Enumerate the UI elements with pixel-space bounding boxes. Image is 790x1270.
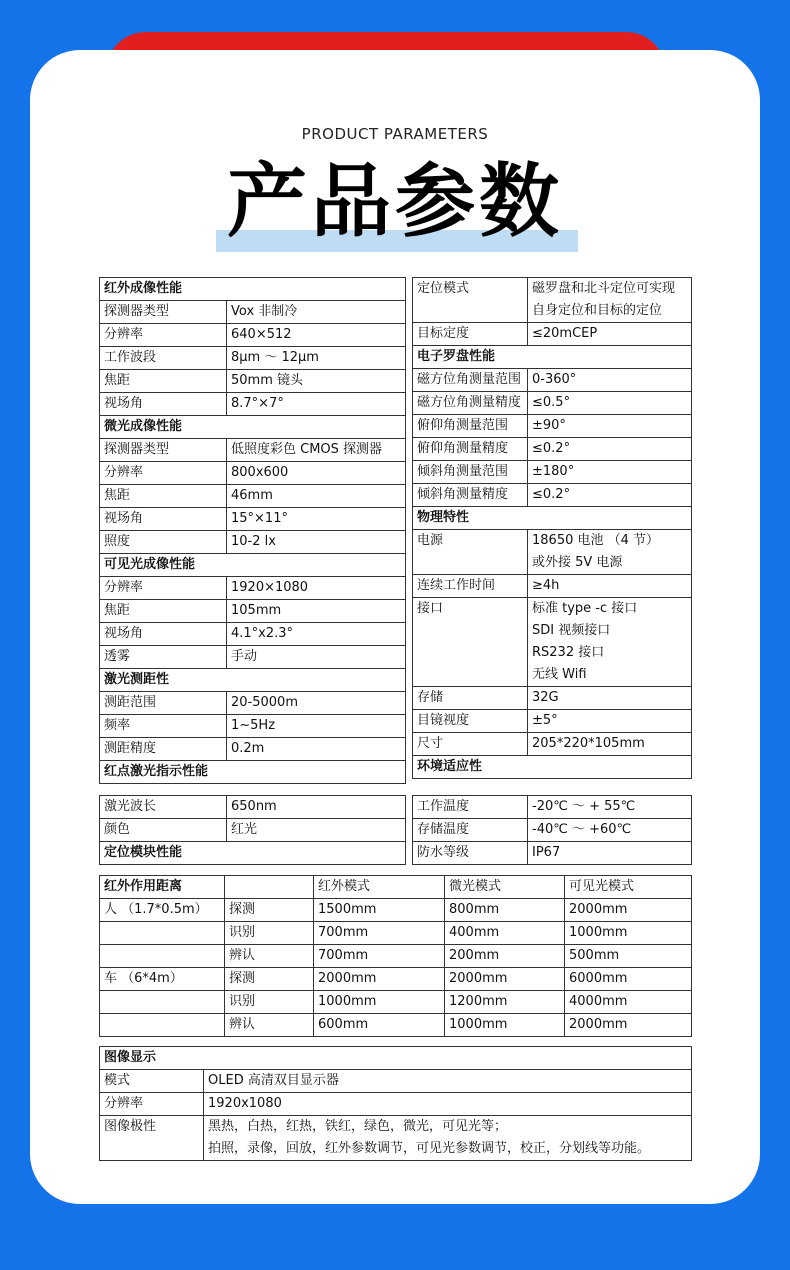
spec-label: 定位模式: [413, 278, 528, 323]
section-heading: 红外成像性能: [100, 278, 406, 301]
spec-row: [100, 393, 406, 416]
range-value: 700mm: [314, 922, 445, 945]
display-row: [100, 1070, 692, 1093]
spec-value: 低照度彩色 CMOS 探测器: [227, 439, 406, 462]
spec-label: 焦距: [100, 600, 227, 623]
spec-value: ±5°: [528, 710, 692, 733]
spec-row: [100, 370, 406, 393]
positioning-specs-table: [412, 277, 692, 779]
spec-row: [413, 461, 692, 484]
spec-label: 探测器类型: [100, 301, 227, 324]
subtitle: PRODUCT PARAMETERS: [301, 125, 489, 143]
range-header-cell: 红外模式: [314, 876, 445, 899]
range-value: 2000mm: [445, 968, 565, 991]
spec-value: 15°×11°: [227, 508, 406, 531]
spec-row: [100, 796, 406, 819]
spec-label: 目镜视度: [413, 710, 528, 733]
spec-row: [413, 796, 692, 819]
range-header-cell: [225, 876, 314, 899]
section-heading: 红点激光指示性能: [100, 761, 406, 784]
spec-row: [413, 415, 692, 438]
spec-value: ≥4h: [528, 575, 692, 598]
spec-value: 8.7°×7°: [227, 393, 406, 416]
display-title-row: [100, 1047, 692, 1070]
spec-value: 105mm: [227, 600, 406, 623]
range-value: 700mm: [314, 945, 445, 968]
spec-label: 倾斜角测量范围: [413, 461, 528, 484]
spec-label: 视场角: [100, 393, 227, 416]
spec-row: [413, 733, 692, 756]
spec-label: 分辨率: [100, 324, 227, 347]
spec-row: [100, 669, 406, 692]
target-label: 车 （6*4m）: [100, 968, 225, 991]
spec-value: ≤20mCEP: [528, 323, 692, 346]
range-value: 6000mm: [565, 968, 692, 991]
range-value: 2000mm: [565, 899, 692, 922]
spec-row: [100, 692, 406, 715]
spec-row: [413, 438, 692, 461]
spec-value: -40℃ ～ +60℃: [528, 819, 692, 842]
range-value: 辨认: [225, 1014, 314, 1037]
spec-value: ±180°: [528, 461, 692, 484]
target-label: [100, 1014, 225, 1037]
spec-label: 俯仰角测量精度: [413, 438, 528, 461]
spec-row: [100, 439, 406, 462]
spec-label: 存储温度: [413, 819, 528, 842]
spec-value: ≤0.2°: [528, 484, 692, 507]
spec-row: [413, 346, 692, 369]
spec-value: ±90°: [528, 415, 692, 438]
spec-label: 俯仰角测量范围: [413, 415, 528, 438]
range-value: 1000mm: [565, 922, 692, 945]
spec-label: 工作波段: [100, 347, 227, 370]
range-value: 识别: [225, 991, 314, 1014]
range-value: 4000mm: [565, 991, 692, 1014]
spec-value: 8μm ～ 12μm: [227, 347, 406, 370]
spec-label: 探测器类型: [100, 439, 227, 462]
range-value: 1500mm: [314, 899, 445, 922]
display-row: [100, 1093, 692, 1116]
spec-value: 32G: [528, 687, 692, 710]
spec-row: [413, 710, 692, 733]
laser-pointer-table: [99, 795, 406, 865]
spec-value: 50mm 镜头: [227, 370, 406, 393]
spec-value: 拍照，录像，回放，红外参数调节，可见光参数调节，校正，分划线等功能。: [204, 1138, 692, 1161]
section-heading: 环境适应性: [413, 756, 692, 779]
spec-row: [100, 301, 406, 324]
range-value: 探测: [225, 899, 314, 922]
range-value: 600mm: [314, 1014, 445, 1037]
spec-value: 10-2 lx: [227, 531, 406, 554]
range-value: 1000mm: [445, 1014, 565, 1037]
spec-row: [100, 761, 406, 784]
spec-value: 黑热，白热，红热，铁红，绿色，微光，可见光等；: [204, 1116, 692, 1139]
spec-label: 模式: [100, 1070, 204, 1093]
spec-label: 焦距: [100, 370, 227, 393]
spec-value: 红光: [227, 819, 406, 842]
spec-row: [100, 577, 406, 600]
spec-label: 频率: [100, 715, 227, 738]
spec-label: 尺寸: [413, 733, 528, 756]
spec-label: 目标定度: [413, 323, 528, 346]
spec-row: [100, 508, 406, 531]
spec-label: 电源: [413, 530, 528, 575]
spec-value: 205*220*105mm: [528, 733, 692, 756]
spec-row: [413, 575, 692, 598]
spec-row: [100, 278, 406, 301]
spec-row: [413, 278, 692, 301]
section-heading: 物理特性: [413, 507, 692, 530]
spec-value: RS232 接口: [528, 642, 692, 664]
range-row: [100, 1014, 692, 1037]
spec-value: 800x600: [227, 462, 406, 485]
spec-value: 18650 电池 （4 节）: [528, 530, 692, 553]
spec-label: 测距精度: [100, 738, 227, 761]
display-row: [100, 1116, 692, 1139]
spec-value: 手动: [227, 646, 406, 669]
target-label: 人 （1.7*0.5m）: [100, 899, 225, 922]
spec-label: 视场角: [100, 623, 227, 646]
spec-value: IP67: [528, 842, 692, 865]
spec-value: 或外接 5V 电源: [528, 552, 692, 575]
spec-row: [413, 369, 692, 392]
range-value: 2000mm: [565, 1014, 692, 1037]
spec-row: [100, 347, 406, 370]
range-header-row: [100, 876, 692, 899]
spec-row: [100, 324, 406, 347]
spec-label: 连续工作时间: [413, 575, 528, 598]
spec-row: [100, 554, 406, 577]
range-row: [100, 899, 692, 922]
spec-value: 4.1°x2.3°: [227, 623, 406, 646]
spec-label: 颜色: [100, 819, 227, 842]
range-value: 1200mm: [445, 991, 565, 1014]
spec-label: 焦距: [100, 485, 227, 508]
spec-label: 透雾: [100, 646, 227, 669]
spec-value: OLED 高清双目显示器: [204, 1070, 692, 1093]
spec-row: [413, 507, 692, 530]
spec-row: [413, 819, 692, 842]
spec-value: 0.2m: [227, 738, 406, 761]
spec-value: 1920x1080: [204, 1093, 692, 1116]
spec-row: [100, 462, 406, 485]
spec-row: [100, 715, 406, 738]
range-table: [99, 875, 692, 1037]
range-header-cell: 微光模式: [445, 876, 565, 899]
spec-label: 倾斜角测量精度: [413, 484, 528, 507]
spec-row: [100, 416, 406, 439]
spec-label: 磁方位角测量精度: [413, 392, 528, 415]
spec-label: 存储: [413, 687, 528, 710]
section-heading: 激光测距性: [100, 669, 406, 692]
spec-value: ≤0.5°: [528, 392, 692, 415]
spec-row: [100, 819, 406, 842]
spec-row: [100, 738, 406, 761]
spec-label: 视场角: [100, 508, 227, 531]
spec-value: 自身定位和目标的定位: [528, 300, 692, 323]
spec-value: 1~5Hz: [227, 715, 406, 738]
range-row: [100, 922, 692, 945]
environment-table: [412, 795, 692, 865]
range-value: 辨认: [225, 945, 314, 968]
spec-label: 照度: [100, 531, 227, 554]
spec-value: 无线 Wifi: [528, 664, 692, 687]
range-value: 400mm: [445, 922, 565, 945]
spec-value: 20-5000m: [227, 692, 406, 715]
spec-value: 0-360°: [528, 369, 692, 392]
spec-label: 工作温度: [413, 796, 528, 819]
range-value: 探测: [225, 968, 314, 991]
display-title: 图像显示: [100, 1047, 692, 1070]
section-heading: 可见光成像性能: [100, 554, 406, 577]
spec-value: 标准 type -c 接口: [528, 598, 692, 621]
spec-row: [100, 485, 406, 508]
spec-row: [100, 531, 406, 554]
spec-label: 激光波长: [100, 796, 227, 819]
range-value: 识别: [225, 922, 314, 945]
spec-row: [413, 323, 692, 346]
range-row: [100, 991, 692, 1014]
spec-value: 1920×1080: [227, 577, 406, 600]
section-heading: 电子罗盘性能: [413, 346, 692, 369]
range-header-cell: 红外作用距离: [100, 876, 225, 899]
spec-row: [100, 646, 406, 669]
spec-row: [413, 598, 692, 621]
page-title: 产品参数: [227, 155, 563, 248]
target-label: [100, 945, 225, 968]
section-heading: 定位模块性能: [100, 842, 406, 865]
spec-label: 分辨率: [100, 462, 227, 485]
spec-value: 640×512: [227, 324, 406, 347]
infrared-specs-table: [99, 277, 406, 784]
spec-row: [413, 756, 692, 779]
spec-label: 图像极性: [100, 1116, 204, 1161]
range-header-cell: 可见光模式: [565, 876, 692, 899]
spec-value: 磁罗盘和北斗定位可实现: [528, 278, 692, 301]
spec-row: [413, 484, 692, 507]
range-value: 200mm: [445, 945, 565, 968]
spec-value: ≤0.2°: [528, 438, 692, 461]
spec-label: 接口: [413, 598, 528, 687]
spec-row: [100, 842, 406, 865]
spec-value: SDI 视频接口: [528, 620, 692, 642]
spec-label: 分辨率: [100, 577, 227, 600]
range-value: 500mm: [565, 945, 692, 968]
spec-row: [413, 842, 692, 865]
target-label: [100, 991, 225, 1014]
spec-value: 46mm: [227, 485, 406, 508]
spec-row: [413, 392, 692, 415]
spec-row: [413, 687, 692, 710]
spec-label: 磁方位角测量范围: [413, 369, 528, 392]
spec-value: Vox 非制冷: [227, 301, 406, 324]
spec-value: 650nm: [227, 796, 406, 819]
range-value: 800mm: [445, 899, 565, 922]
spec-label: 测距范围: [100, 692, 227, 715]
spec-label: 分辨率: [100, 1093, 204, 1116]
target-label: [100, 922, 225, 945]
range-value: 2000mm: [314, 968, 445, 991]
spec-row: [100, 623, 406, 646]
spec-row: [413, 530, 692, 553]
range-row: [100, 945, 692, 968]
spec-row: [100, 600, 406, 623]
spec-label: 防水等级: [413, 842, 528, 865]
range-value: 1000mm: [314, 991, 445, 1014]
section-heading: 微光成像性能: [100, 416, 406, 439]
spec-value: -20℃ ～ + 55℃: [528, 796, 692, 819]
display-table: [99, 1046, 692, 1161]
range-row: [100, 968, 692, 991]
